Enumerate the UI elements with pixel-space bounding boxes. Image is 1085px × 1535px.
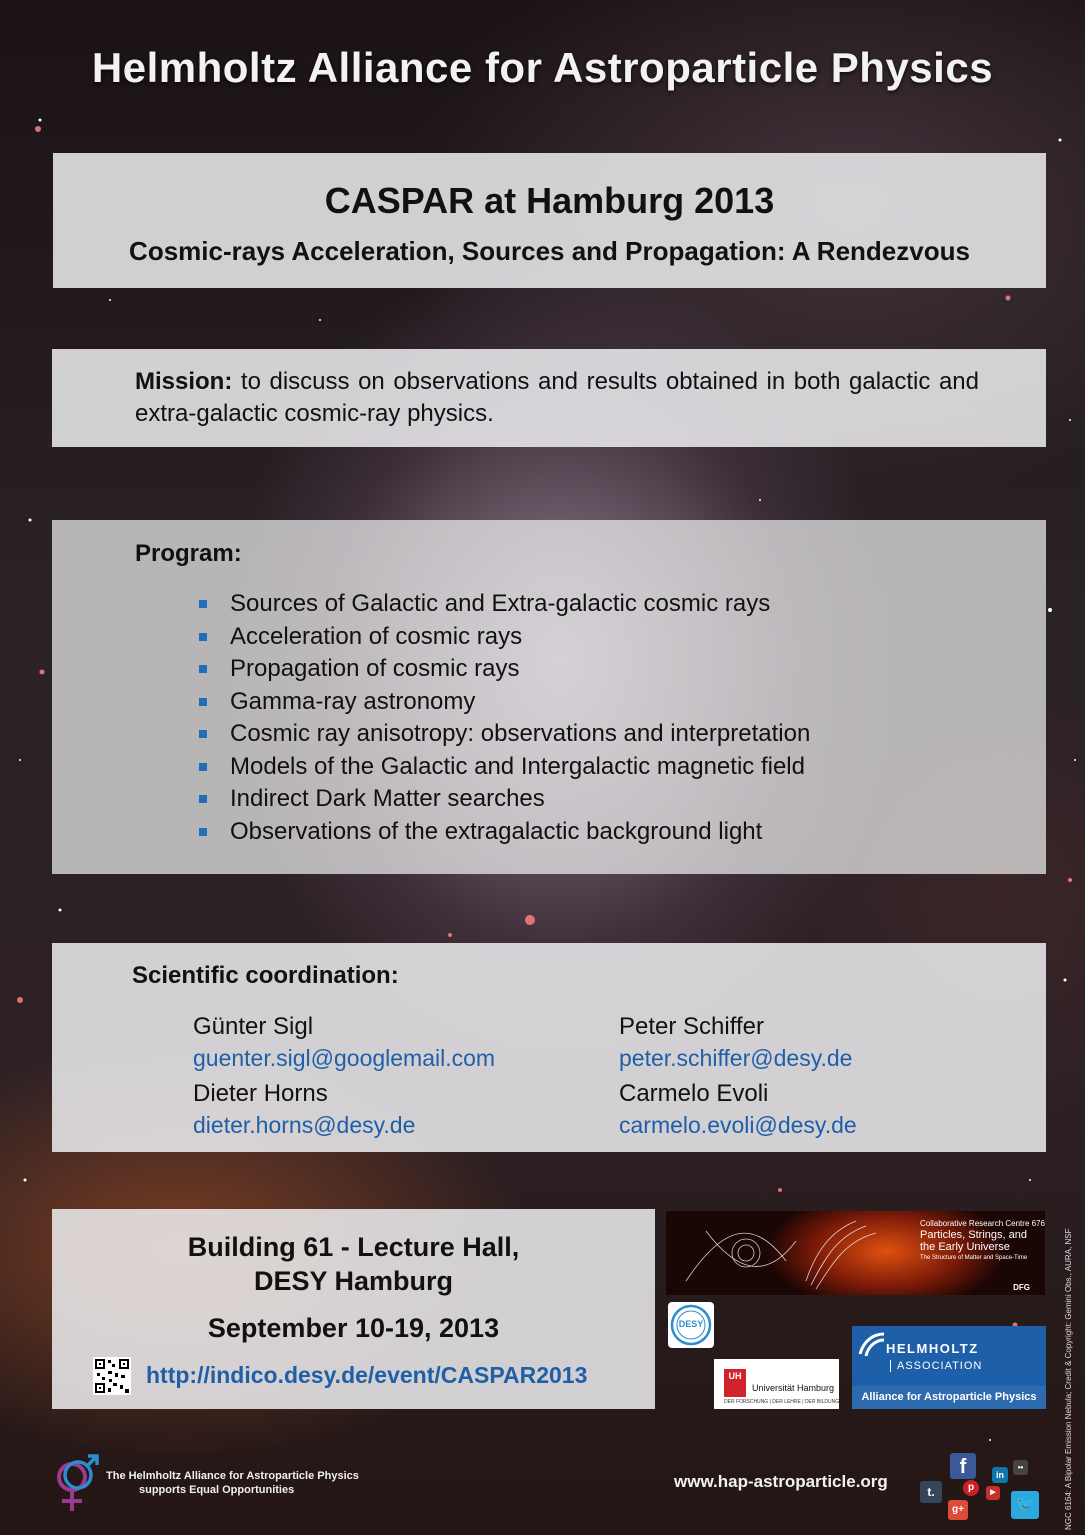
mission-label: Mission:: [135, 368, 233, 395]
program-item: Cosmic ray anisotropy: observations and interpretation: [199, 718, 810, 751]
bullet-icon: [199, 698, 207, 706]
venue-building: Building 61 - Lecture Hall,: [187, 1232, 520, 1262]
helmholtz-name: HELMHOLTZ: [886, 1341, 979, 1356]
helmholtz-alliance: Alliance for Astroparticle Physics: [861, 1391, 1037, 1403]
dfg-label: DFG: [1013, 1283, 1030, 1292]
sfb-tagline: The Structure of Matter and Space-Time: [920, 1255, 1028, 1261]
helmholtz-association: ASSOCIATION: [890, 1360, 982, 1372]
sfb-name-line: the Early Universe: [920, 1241, 1010, 1253]
equal-opportunities-line: supports Equal Opportunities: [139, 1484, 295, 1496]
venue-panel: [52, 1209, 655, 1409]
coordinator-name: Dieter Horns: [193, 1080, 328, 1107]
coordinator-email-link[interactable]: carmelo.evoli@desy.de: [619, 1112, 857, 1138]
bullet-icon: [199, 795, 207, 803]
event-title-panel: [53, 153, 1046, 288]
uhh-logo: [714, 1359, 839, 1409]
equal-opportunities-line: The Helmholtz Alliance for Astroparticle Physics: [106, 1470, 359, 1482]
uhh-name: Universität Hamburg: [752, 1383, 835, 1393]
uhh-motto: DER FORSCHUNG | DER LEHRE | DER BILDUNG: [724, 1399, 840, 1405]
youtube-icon[interactable]: ▶: [986, 1486, 1000, 1500]
particle-tracks-icon: [666, 1211, 916, 1295]
linkedin-icon[interactable]: in: [992, 1467, 1008, 1483]
program-list: [199, 588, 810, 848]
mission-panel: [52, 349, 1046, 447]
flickr-icon[interactable]: ••: [1013, 1460, 1028, 1475]
mission-text: [135, 366, 979, 430]
coordinator-email-link[interactable]: guenter.sigl@googlemail.com: [193, 1045, 496, 1071]
google-plus-icon[interactable]: g+: [948, 1500, 968, 1520]
program-panel: [52, 520, 1046, 874]
venue-site: DESY Hamburg: [253, 1266, 454, 1296]
facebook-icon[interactable]: f: [950, 1453, 976, 1479]
program-item: Acceleration of cosmic rays: [199, 621, 810, 654]
coordinator-name: Günter Sigl: [193, 1013, 314, 1040]
uhh-short: UH: [724, 1369, 746, 1397]
program-item: Sources of Galactic and Extra-galactic cosmic rays: [199, 588, 810, 621]
website-link[interactable]: www.hap-astroparticle.org: [674, 1472, 888, 1491]
program-item: Propagation of cosmic rays: [199, 653, 810, 686]
program-heading: Program:: [135, 540, 242, 567]
event-url-link[interactable]: http://indico.desy.de/event/CASPAR2013: [146, 1362, 588, 1388]
bullet-icon: [199, 633, 207, 641]
alliance-title: Helmholtz Alliance for Astroparticle Physics: [91, 44, 994, 91]
program-item: Observations of the extragalactic background light: [199, 816, 810, 849]
equal-opportunities-icon: [50, 1453, 100, 1517]
sfb676-logo: [666, 1211, 1045, 1295]
qr-code-icon: [93, 1357, 131, 1395]
coordination-panel: [52, 943, 1046, 1152]
bullet-icon: [199, 665, 207, 673]
program-item: Gamma-ray astronomy: [199, 686, 810, 719]
coordinator-name: Peter Schiffer: [619, 1013, 764, 1040]
program-item: Models of the Galactic and Intergalactic magnetic field: [199, 751, 810, 784]
bullet-icon: [199, 828, 207, 836]
mission-body: to discuss on observations and results obtained in both galactic and extra-galactic cosmic-ray physics.: [135, 368, 979, 427]
bullet-icon: [199, 600, 207, 608]
bullet-icon: [199, 763, 207, 771]
coordinator-name: Carmelo Evoli: [619, 1080, 769, 1107]
desy-label: DESY: [678, 1319, 704, 1329]
coordinator-email-link[interactable]: dieter.horns@desy.de: [193, 1112, 416, 1138]
event-title: CASPAR at Hamburg 2013: [324, 180, 775, 221]
program-item: Indirect Dark Matter searches: [199, 783, 810, 816]
bullet-icon: [199, 730, 207, 738]
coordinator-email-link[interactable]: peter.schiffer@desy.de: [619, 1045, 853, 1071]
twitter-icon[interactable]: 🐦: [1011, 1491, 1039, 1519]
image-credit: NGC 6164: A Bipolar Emission Nebula; Credit & Copyright: Gemini Obs., AURA, NSF: [1064, 1228, 1073, 1530]
sfb-caption: Collaborative Research Centre 676: [920, 1219, 1045, 1228]
event-dates: September 10-19, 2013: [207, 1313, 500, 1343]
equal-opportunities-text: [106, 1469, 359, 1497]
tumblr-icon[interactable]: t.: [920, 1481, 942, 1503]
helmholtz-emblem-icon: [856, 1330, 886, 1360]
sfb-name-line: Particles, Strings, and: [920, 1229, 1027, 1241]
desy-logo: [668, 1302, 714, 1348]
pinterest-icon[interactable]: p: [963, 1480, 979, 1496]
coordination-heading: Scientific coordination:: [132, 962, 399, 989]
event-subtitle: Cosmic-rays Acceleration, Sources and Propagation: A Rendezvous: [129, 236, 970, 266]
helmholtz-logo: [852, 1326, 1046, 1409]
